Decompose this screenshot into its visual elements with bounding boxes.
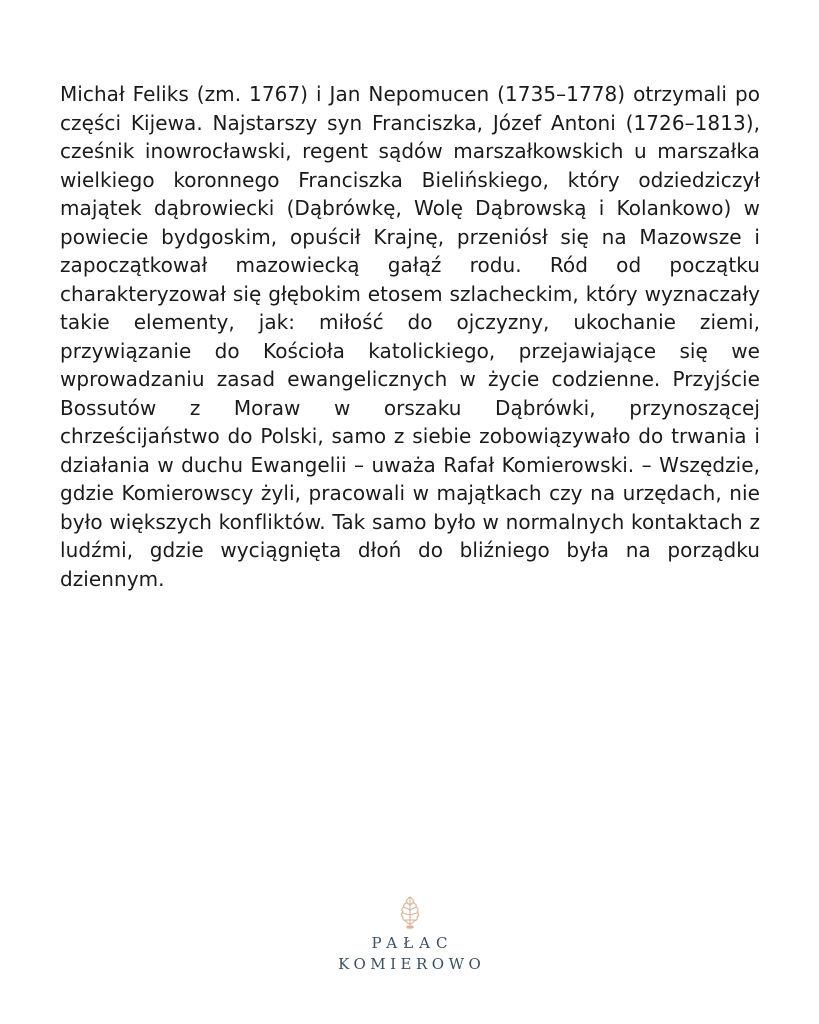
logo-line-palac: PAŁAC	[371, 934, 454, 952]
oak-leaf-icon	[397, 893, 423, 931]
logo-line-komierowo: KOMIEROWO	[338, 955, 486, 973]
palac-komierowo-logo	[0, 893, 819, 975]
article-paragraph: Michał Feliks (zm. 1767) i Jan Nepomucen (1735–1778) otrzymali po części Kijewa. Najstarszy syn Franciszka, Józef Antoni (1726–1813), cześnik inowrocławski, regent sądów marszałkowskich u marszałka wielkiego koronnego Franciszka Bielińskiego, który odziedziczył majątek dąbrowiecki (Dąbrówkę, Wolę Dąbrowską i Kolankowo) w powiecie bydgoskim, opuścił Krajnę, przeniósł się na Mazowsze i zapoczątkował mazowiecką gałąź rodu. Ród od początku charakteryzował się głębokim etosem szlacheckim, który wyznaczały takie elementy, jak: miłość do ojczyzny, ukochanie ziemi, przywiązanie do Kościoła katolickiego, przejawiające się we wprowadzaniu zasad ewangelicznych w życie codzienne. Przyjście Bossutów z Moraw w orszaku Dąbrówki, przynoszącej chrześcijaństwo do Polski, samo z siebie zobowiązywało do trwania i działania w duchu Ewangelii – uważa Rafał Komierowski. – Wszędzie, gdzie Komierowscy żyli, pracowali w majątkach czy na urzędach, nie było większych konfliktów. Tak samo było w normalnych kontaktach z ludźmi, gdzie wyciągnięta dłoń do bliźniego była na porządku dziennym.	[60, 82, 760, 591]
